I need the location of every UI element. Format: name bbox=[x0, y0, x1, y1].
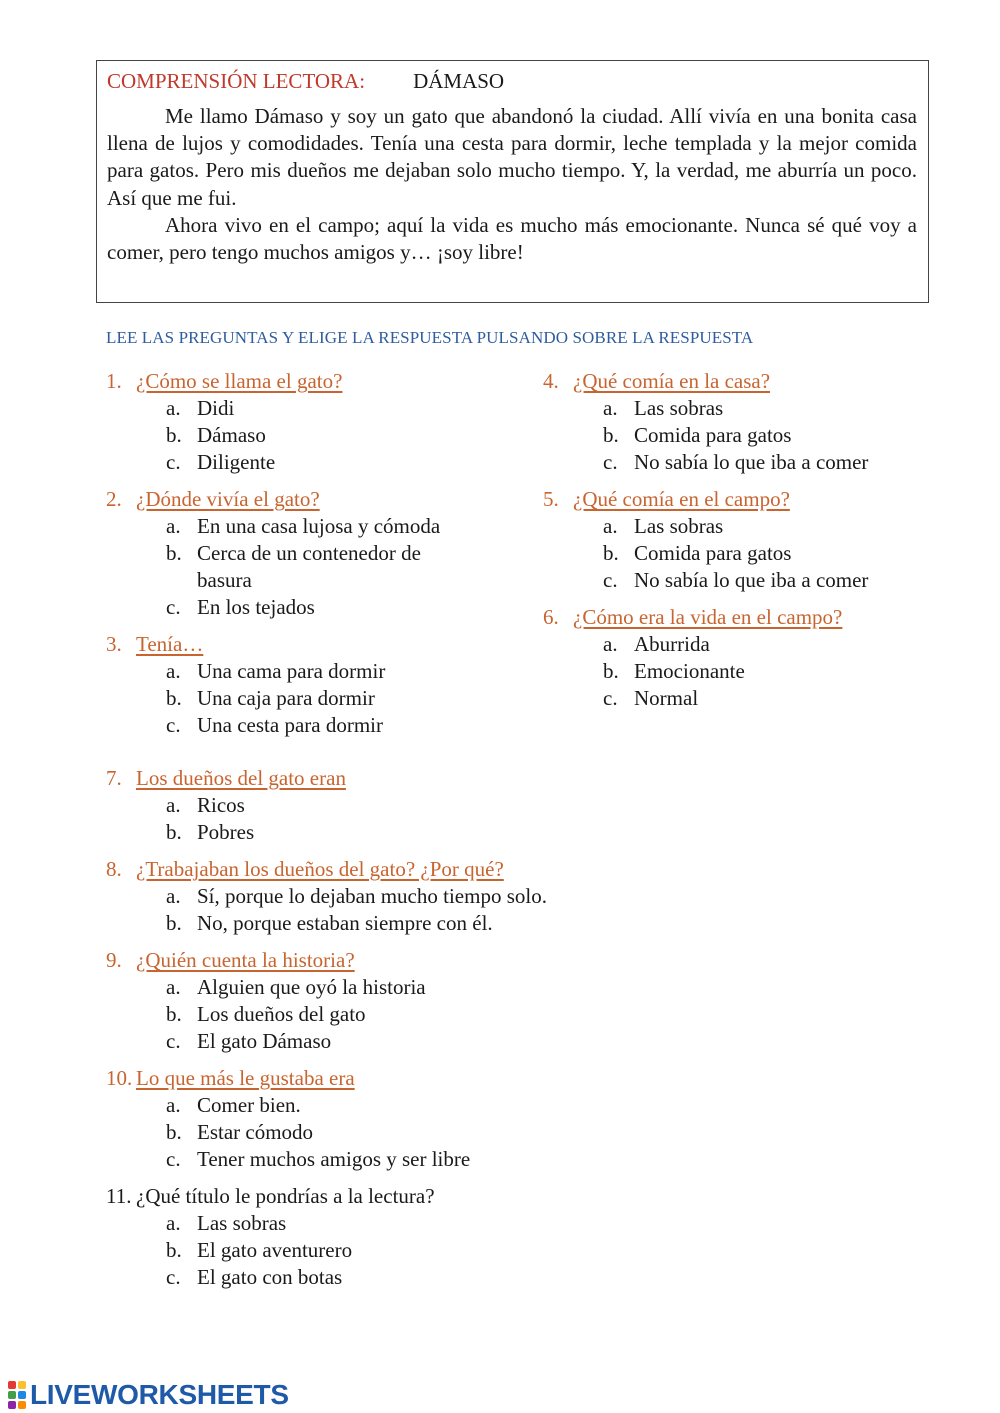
answer-option[interactable]: b. Dámaso bbox=[166, 423, 266, 447]
answer-option[interactable]: a. Aburrida bbox=[603, 632, 710, 656]
question-11 bbox=[106, 1183, 435, 1291]
answer-option[interactable]: a. Las sobras bbox=[166, 1211, 287, 1235]
question-text[interactable]: ¿Qué comía en el campo? bbox=[573, 487, 790, 511]
question-text[interactable]: Tenía… bbox=[136, 632, 204, 656]
question-text[interactable]: ¿Quién cuenta la historia? bbox=[136, 948, 355, 972]
logo-text: LIVEWORKSHEETS bbox=[30, 1379, 289, 1410]
answer-option[interactable]: b. Cerca de un contenedor de basura bbox=[166, 541, 421, 592]
question-number: 4. bbox=[543, 369, 559, 393]
passage-label: COMPRENSIÓN LECTORA: bbox=[107, 69, 366, 93]
answer-option[interactable]: c. Una cesta para dormir bbox=[166, 713, 383, 737]
question-number: 5. bbox=[543, 487, 559, 511]
instructions: LEE LAS PREGUNTAS Y ELIGE LA RESPUESTA PULSANDO SOBRE LA RESPUESTA bbox=[106, 328, 754, 347]
answer-option[interactable]: c. El gato con botas bbox=[166, 1265, 343, 1289]
passage-title: DÁMASO bbox=[413, 69, 505, 93]
passage-text bbox=[107, 103, 917, 266]
question-8 bbox=[106, 856, 547, 937]
question-2 bbox=[106, 486, 457, 621]
answer-option[interactable]: a. Una cama para dormir bbox=[166, 659, 386, 683]
question-5 bbox=[543, 486, 868, 594]
answer-option[interactable]: c. En los tejados bbox=[166, 595, 315, 619]
passage-header bbox=[107, 65, 917, 97]
question-text[interactable]: ¿Qué comía en la casa? bbox=[573, 369, 771, 393]
answer-option[interactable]: a. Ricos bbox=[166, 793, 245, 817]
question-number: 1. bbox=[106, 369, 122, 393]
question-6 bbox=[543, 604, 842, 712]
passage-paragraph-1: Me llamo Dámaso y soy un gato que abandonó la ciudad. Allí vivía en una bonita casa llena de lujos y comodidades. Tenía una cesta para dormir, leche templada y la mejor comida para gatos. Pero mis dueños me dejaban solo mucho tiempo. Y, la verdad, me aburría un poco. Así que me fui. bbox=[107, 104, 917, 210]
question-number: 2. bbox=[106, 487, 122, 511]
question-number: 8. bbox=[106, 857, 122, 881]
answer-option[interactable]: a. Alguien que oyó la historia bbox=[166, 975, 426, 999]
question-text[interactable]: ¿Cómo se llama el gato? bbox=[136, 369, 343, 393]
answer-option[interactable]: a. Las sobras bbox=[603, 514, 724, 538]
liveworksheets-logo bbox=[8, 1378, 289, 1412]
answer-option[interactable]: b. Comida para gatos bbox=[603, 423, 792, 447]
answer-option[interactable]: b. Pobres bbox=[166, 820, 255, 844]
answer-option[interactable]: b. Comida para gatos bbox=[603, 541, 792, 565]
passage-paragraph-2: Ahora vivo en el campo; aquí la vida es mucho más emocionante. Nunca sé qué voy a comer, pero tengo muchos amigos y… ¡soy libre! bbox=[107, 212, 917, 265]
question-3 bbox=[106, 631, 385, 739]
answer-option[interactable]: b. Estar cómodo bbox=[166, 1120, 314, 1144]
question-text[interactable]: ¿Dónde vivía el gato? bbox=[136, 487, 320, 511]
answer-option[interactable]: b. Emocionante bbox=[603, 659, 745, 683]
answer-option[interactable]: a. Sí, porque lo dejaban mucho tiempo solo. bbox=[166, 884, 547, 908]
answer-option[interactable]: a. En una casa lujosa y cómoda bbox=[166, 514, 441, 538]
answer-option[interactable]: c. No sabía lo que iba a comer bbox=[603, 450, 869, 474]
question-10 bbox=[106, 1065, 470, 1173]
question-number: 3. bbox=[106, 632, 122, 656]
answer-option[interactable]: b. No, porque estaban siempre con él. bbox=[166, 911, 493, 935]
answer-option[interactable]: c. El gato Dámaso bbox=[166, 1029, 332, 1053]
answer-option[interactable]: c. Normal bbox=[603, 686, 699, 710]
question-7 bbox=[106, 765, 346, 846]
question-1 bbox=[106, 368, 342, 476]
question-number: 11. bbox=[106, 1184, 132, 1208]
question-text[interactable]: Lo que más le gustaba era bbox=[136, 1066, 355, 1090]
answer-option[interactable]: c. No sabía lo que iba a comer bbox=[603, 568, 869, 592]
question-number: 10. bbox=[106, 1066, 133, 1090]
answer-option[interactable]: b. Los dueños del gato bbox=[166, 1002, 366, 1026]
question-text[interactable]: ¿Cómo era la vida en el campo? bbox=[573, 605, 843, 629]
question-number: 7. bbox=[106, 766, 122, 790]
answer-option[interactable]: c. Diligente bbox=[166, 450, 276, 474]
question-9 bbox=[106, 947, 426, 1055]
answer-option[interactable]: b. Una caja para dormir bbox=[166, 686, 375, 710]
reading-passage-box bbox=[96, 60, 929, 303]
logo-blocks-icon bbox=[8, 1381, 26, 1409]
answer-option[interactable]: b. El gato aventurero bbox=[166, 1238, 353, 1262]
question-text[interactable]: ¿Trabajaban los dueños del gato? ¿Por qué? bbox=[136, 857, 504, 881]
answer-option[interactable]: a. Didi bbox=[166, 396, 235, 420]
question-4 bbox=[543, 368, 868, 476]
answer-option[interactable]: a. Las sobras bbox=[603, 396, 724, 420]
answer-option[interactable]: a. Comer bien. bbox=[166, 1093, 301, 1117]
question-number: 9. bbox=[106, 948, 122, 972]
question-text: ¿Qué título le pondrías a la lectura? bbox=[136, 1184, 435, 1208]
answer-option[interactable]: c. Tener muchos amigos y ser libre bbox=[166, 1147, 471, 1171]
question-text[interactable]: Los dueños del gato eran bbox=[136, 766, 346, 790]
question-number: 6. bbox=[543, 605, 559, 629]
